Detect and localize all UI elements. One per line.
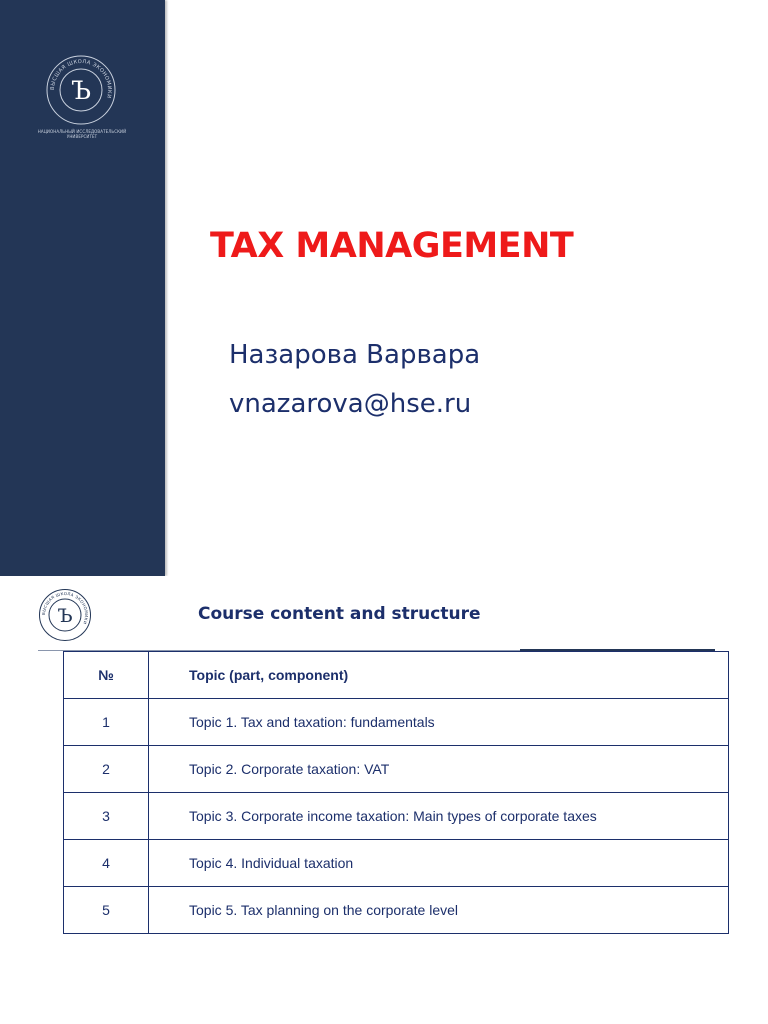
author-email: vnazarova@hse.ru [229,389,472,419]
header-topic: Topic (part, component) [149,652,729,699]
table-row [64,699,729,746]
topic-title: Topic 5. Tax planning on the corporate level [149,887,729,934]
table-row [64,793,729,840]
university-name-line2: УНИВЕРСИТЕТ [66,134,98,139]
table-row [64,887,729,934]
topic-number: 5 [64,887,149,934]
topics-table [63,651,729,934]
logo-ring-text: ВЫСШАЯ ШКОЛА ЭКОНОМИКИ [49,58,113,99]
topic-number: 3 [64,793,149,840]
table-header-row [64,652,729,699]
logo-monogram: Ъ [57,605,73,627]
logo-ring-text: ВЫСШАЯ ШКОЛА ЭКОНОМИКИ [40,590,90,626]
slide-title: TAX MANAGEMENT [210,226,574,266]
topic-title: Topic 2. Corporate taxation: VAT [149,746,729,793]
logo-monogram: Ъ [71,76,91,105]
university-name-line1: НАЦИОНАЛЬНЫЙ ИССЛЕДОВАТЕЛЬСКИЙ [37,129,127,134]
topic-title: Topic 1. Tax and taxation: fundamentals [149,699,729,746]
header-number: № [64,652,149,699]
topic-title: Topic 4. Individual taxation [149,840,729,887]
hse-logo-icon [45,54,117,126]
author-name: Назарова Варвара [229,340,481,370]
side-panel [0,0,165,576]
topic-number: 2 [64,746,149,793]
topic-number: 1 [64,699,149,746]
slide-title: Course content and structure [198,604,481,624]
course-structure-slide [0,576,768,1024]
university-name [28,129,136,139]
hse-logo-icon [38,588,92,642]
topic-number: 4 [64,840,149,887]
topic-title: Topic 3. Corporate income taxation: Main types of corporate taxes [149,793,729,840]
table-row [64,840,729,887]
table-row [64,746,729,793]
